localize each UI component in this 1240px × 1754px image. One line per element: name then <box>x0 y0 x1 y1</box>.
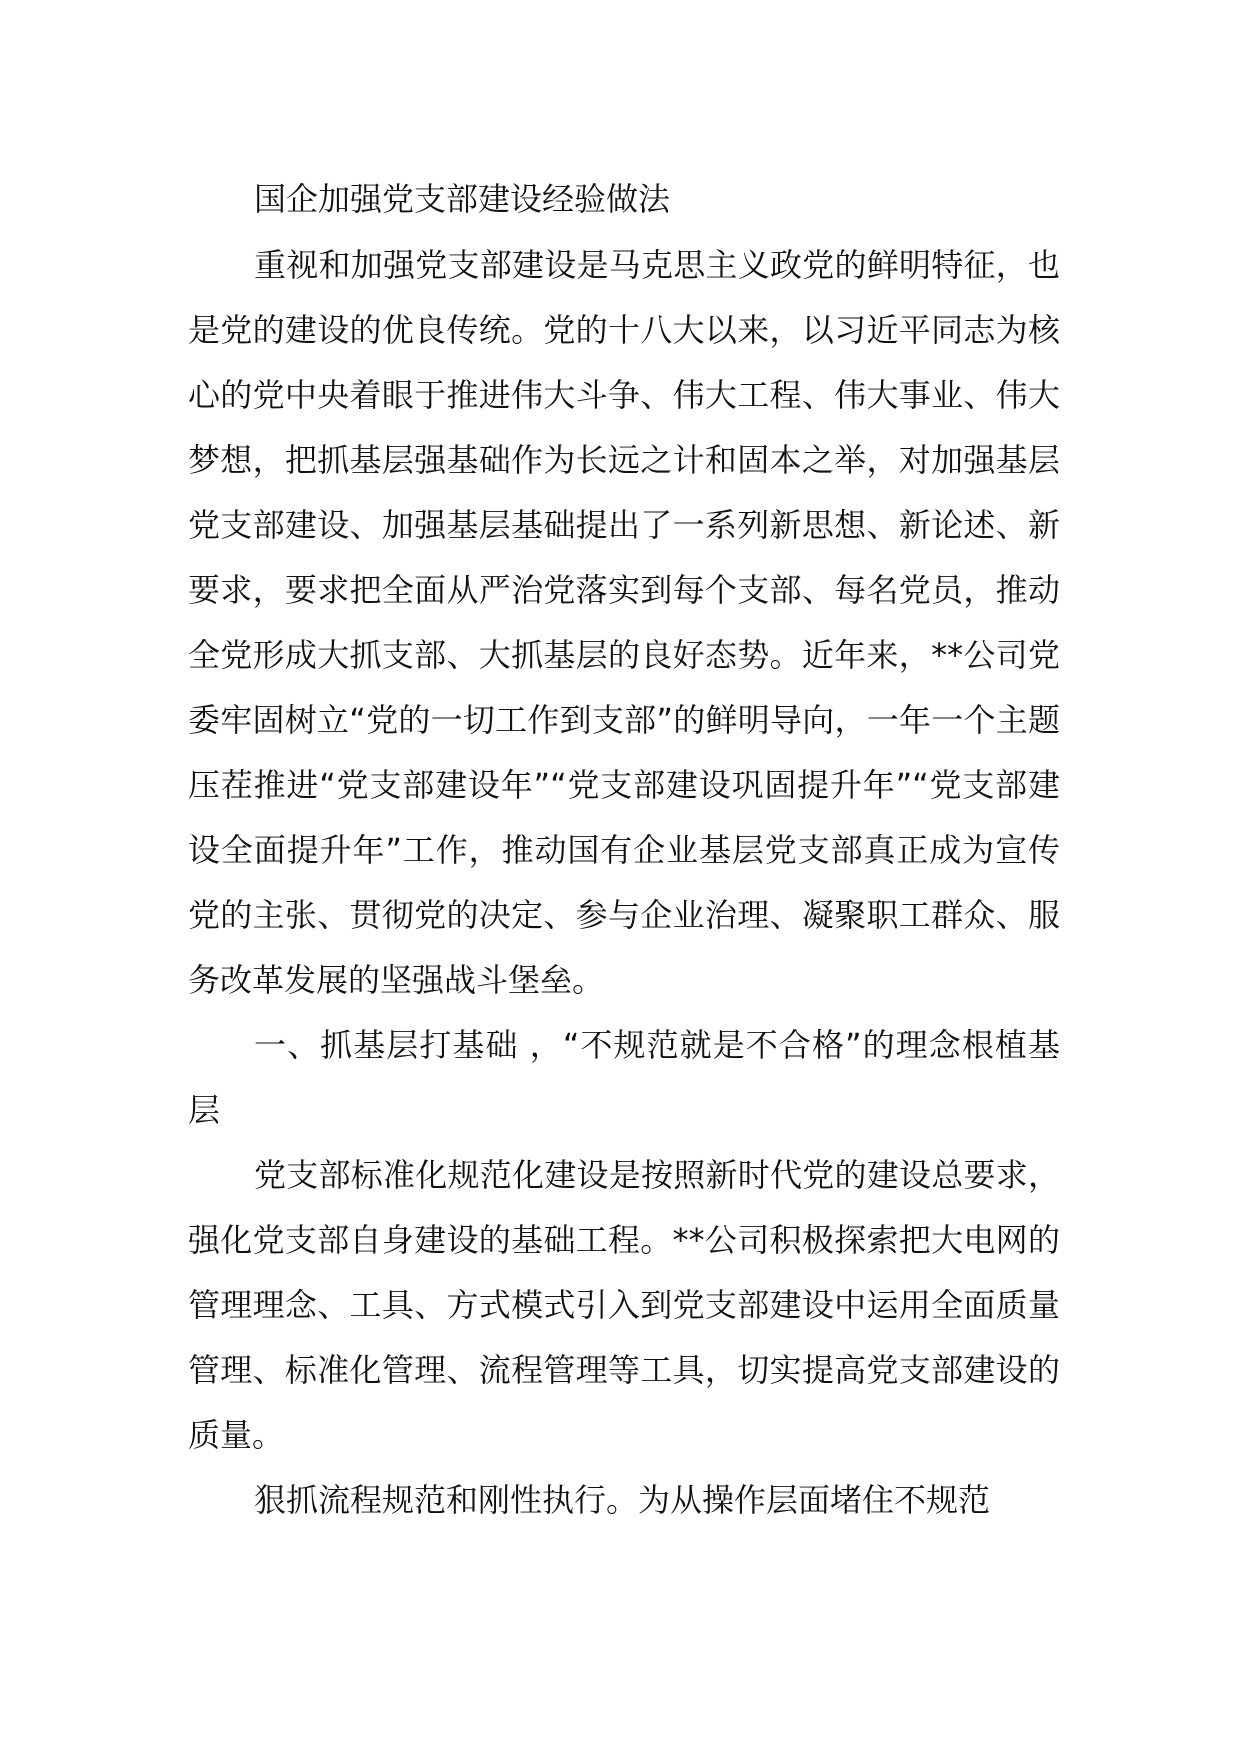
document-body <box>188 165 1060 1533</box>
document-title: 国企加强党支部建设经验做法 <box>254 180 671 218</box>
paragraph-process: 狠抓流程规范和刚性执行。为从操作层面堵住不规范 <box>254 1481 991 1519</box>
paragraph-standardization: 党支部标准化规范化建设是按照新时代党的建设总要求，强化党支部自身建设的基础工程。**公司积极探索把大电网的管理理念、工具、方式模式引入到党支部建设中运用全面质量管理、标准化管理、流程管理等工具，切实提高党支部建设的质量。 <box>188 1156 1060 1454</box>
paragraph-intro: 重视和加强党支部建设是马克思主义政党的鲜明特征，也是党的建设的优良传统。党的十八大以来，以习近平同志为核心的党中央着眼于推进伟大斗争、伟大工程、伟大事业、伟大梦想，把抓基层强基础作为长远之计和固本之举，对加强基层党支部建设、加强基层基础提出了一系列新思想、新论述、新要求，要求把全面从严治党落实到每个支部、每名党员，推动全党形成大抓支部、大抓基层的良好态势。近年来，**公司党委牢固树立“党的一切工作到支部”的鲜明导向，一年一个主题压茬推进“党支部建设年”“党支部建设巩固提升年”“党支部建设全面提升年”工作，推动国有企业基层党支部真正成为宣传党的主张、贯彻党的决定、参与企业治理、凝聚职工群众、服务改革发展的坚强战斗堡垒。 <box>188 246 1060 999</box>
section-heading-1: 一、抓基层打基础 ，“不规范就是不合格”的理念根植基层 <box>188 1026 1060 1129</box>
